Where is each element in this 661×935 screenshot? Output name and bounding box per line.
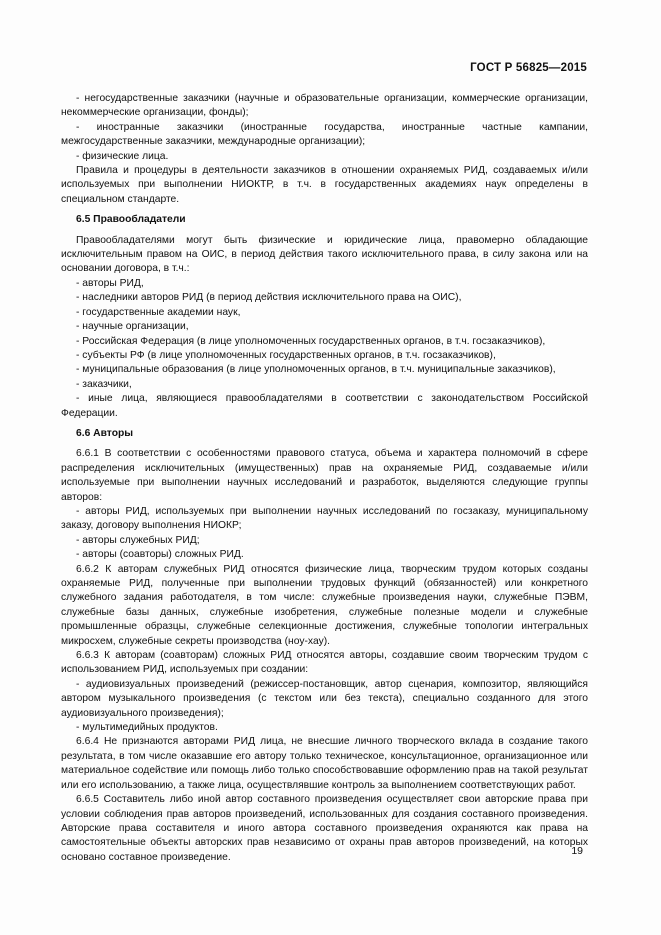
paragraph: - физические лица. xyxy=(76,150,169,162)
section-heading: 6.6 Авторы xyxy=(76,427,134,439)
paragraph: - авторы РИД, используемых при выполнении научных исследований по госзаказу, муниципальному заказу, договору выполнения НИОКР; xyxy=(61,505,588,532)
paragraph: - наследники авторов РИД (в период действия исключительного права на ОИС), xyxy=(76,292,462,304)
document-body xyxy=(61,92,588,865)
paragraph: - научные организации, xyxy=(76,321,189,333)
paragraph: - муниципальные образования (в лице уполномоченных органов, в т.ч. муниципальные заказчиков), xyxy=(76,364,556,376)
paragraph: - государственные академии наук, xyxy=(76,306,241,318)
page-number: 19 xyxy=(571,845,583,857)
paragraph: Правообладателями могут быть физические и юридические лица, правомерно обладающие исключительным правом на ОИС, в период действия такого исключительного права, в силу закона или на основании договора, в т.ч.: xyxy=(61,234,588,275)
section-heading: 6.5 Правообладатели xyxy=(76,214,186,226)
paragraph: - авторы служебных РИД; xyxy=(76,534,200,546)
paragraph: - иные лица, являющиеся правообладателями в соответствии с законодательством Российской Федерации. xyxy=(61,393,588,419)
paragraph: - авторы (соавторы) сложных РИД. xyxy=(76,549,244,561)
paragraph: 6.6.1 В соответствии с особенностями правового статуса, объема и характера полномочий в сфере распределения исключительных (имущественных) прав на охраняемые РИД, создаваемые и/или используемые при выполнении научных исследований и разработок, выделяются следующие группы авторов: xyxy=(61,448,588,503)
paragraph: Правила и процедуры в деятельности заказчиков в отношении охраняемых РИД, создаваемых и/или используемых при выполнении НИОКТР, в т.ч. в государственных академиях наук определены в специальном стандарте. xyxy=(61,165,588,205)
paragraph: 6.6.2 К авторам служебных РИД относятся физические лица, творческим трудом которых созданы охраняемые РИД, полученные при выполнении трудовых функций (обязанностей) или конкретного служебного задания работодателя, в том числе: служебные произведения науки, служебные ПЭВМ, служебные базы данных, служебные изобретения, служебные полезные модели и служебные промышленные образцы, служебные селекционные достижения, служебные топологии интегральных микросхем, служебные секреты производства (ноу-хау). xyxy=(61,563,588,647)
paragraph: - аудиовизуальных произведений (режиссер-постановщик, автор сценария, композитор, являющийся автором музыкального произведения (с текстом или без текста), специально созданного для этого аудиовизуального произведения); xyxy=(61,678,588,719)
paragraph: - мультимедийных продуктов. xyxy=(76,722,218,734)
paragraph: - Российская Федерация (в лице уполномоченных государственных органов, в т.ч. госзаказчиков), xyxy=(76,335,546,347)
paragraph: - авторы РИД, xyxy=(76,277,144,289)
paragraph: 6.6.4 Не признаются авторами РИД лица, не внесшие личного творческого вклада в создание такого результата, в том числе оказавшие его автору только техническое, консультационное, организационное или материальное содействие или помощь либо только способствовавшие оформлению прав на такой результат или его использованию, а также лица, осуществлявшие контроль за выполнением соответствующих работ. xyxy=(61,736,588,791)
paragraph: - заказчики, xyxy=(76,378,132,390)
paragraph: - негосударственные заказчики (научные и образовательные организации, коммерческие организации, некоммерческие организации, фонды); xyxy=(61,93,588,119)
paragraph: - субъекты РФ (в лице уполномоченных государственных органов, в т.ч. госзаказчиков), xyxy=(76,349,496,361)
paragraph: 6.6.5 Составитель либо иной автор составного произведения осуществляет свои авторские права при условии соблюдения прав авторов произведений, использованных для создания составного произведения. Авторские права составителя и иного автора составного произведения охраняются как права на самостоятельные объекты авторских прав независимо от охраны прав авторов произведений, на которых основано составное произведение. xyxy=(61,794,588,863)
standard-code-header: ГОСТ Р 56825—2015 xyxy=(470,62,587,74)
paragraph: - иностранные заказчики (иностранные государства, иностранные частные кампании, межгосударственные заказчики, международные организации); xyxy=(61,121,588,148)
paragraph: 6.6.3 К авторам (соавторам) сложных РИД относятся авторы, создавшие своим творческим трудом с использованием РИД, используемых при создании: xyxy=(61,650,588,676)
